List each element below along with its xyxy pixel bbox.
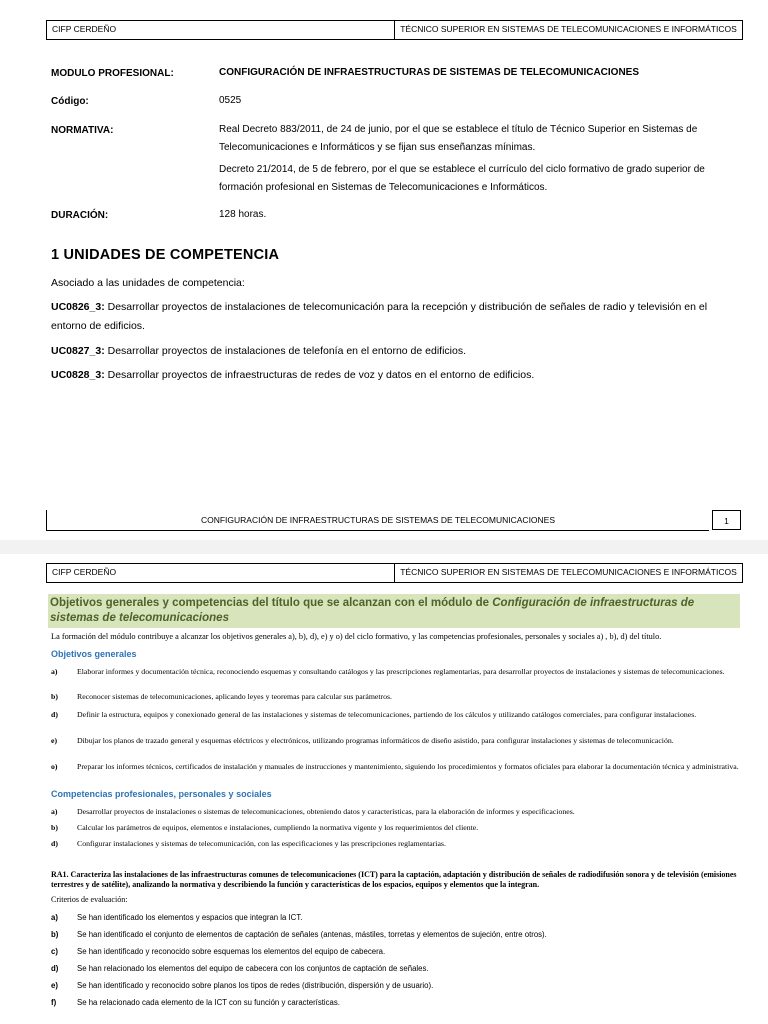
codigo-label: Código: bbox=[51, 96, 89, 107]
objectives-heading bbox=[48, 594, 740, 628]
document-page-2 bbox=[0, 554, 768, 1024]
criterios-label: Criterios de evaluación: bbox=[51, 895, 128, 904]
modulo-value: CONFIGURACIÓN DE INFRAESTRUCTURAS DE SISTEMAS DE TELECOMUNICACIONES bbox=[219, 67, 640, 78]
modulo-label: MODULO PROFESIONAL: bbox=[51, 68, 174, 79]
item-text: Preparar los informes técnicos, certificados de instalación y manuales de instrucciones y mantenimiento, siguiendo los procedimientos y formatos oficiales para elaborar la documentación técnica y administrativa. bbox=[77, 762, 739, 771]
learning-outcome-ra1: RA1. Caracteriza las instalaciones de las infraestructuras comunes de telecomunicaciones (ICT) para la captación, adaptación y distribución de señales de radiodifusión sonora y de televisión (emisiones terrestres y de satélite), analizando la normativa y describiendo la función y características de los espacios, equipos y elementos que la integran. bbox=[51, 870, 737, 889]
uc-code: UC0826_3: bbox=[51, 301, 105, 313]
codigo-value: 0525 bbox=[219, 95, 242, 106]
item-marker: a) bbox=[51, 667, 58, 676]
page-header bbox=[46, 563, 743, 583]
item-text: Dibujar los planos de trazado general y esquemas eléctricos y electrónicos, utilizando programas informáticos de diseño asistido, para configurar instalaciones y sistemas de telecomunicación. bbox=[77, 736, 674, 745]
page-header bbox=[46, 20, 743, 40]
item-marker: e) bbox=[51, 736, 58, 745]
item-text: Se han identificado los elementos y espacios que integran la ICT. bbox=[77, 913, 303, 922]
item-text: Se han identificado y reconocido sobre esquemas los elementos del equipo de cabecera. bbox=[77, 947, 386, 956]
intro-text: La formación del módulo contribuye a alcanzar los objetivos generales a), b), d), e) y o) del ciclo formativo, y las competencias profesionales, personales y sociales a) , b), d) del título. bbox=[51, 632, 662, 641]
uc-code: UC0827_3: bbox=[51, 345, 105, 357]
item-text: Configurar instalaciones y sistemas de telecomunicación, con las especificaciones y las prescripciones reglamentarias. bbox=[77, 839, 446, 848]
item-text: Calcular los parámetros de equipos, elementos e instalaciones, cumpliendo la normativa vigente y los requerimientos del cliente. bbox=[77, 823, 479, 832]
uc-item bbox=[51, 342, 741, 361]
item-text: Elaborar informes y documentación técnica, reconociendo esquemas y consultando catálogos y las prescripciones reglamentarias, para desarrollar proyectos de instalaciones y sistemas de telecomunicaciones. bbox=[77, 667, 725, 676]
page-footer bbox=[46, 510, 741, 530]
item-text: Se han relacionado los elementos del equipo de cabecera con los conjuntos de captación de señales. bbox=[77, 964, 429, 973]
item-text: Definir la estructura, equipos y conexionado general de las instalaciones y sistemas de telecomunicaciones, partiendo de los cálculos y utilizando catálogos comerciales, para configurar instalaciones. bbox=[77, 710, 697, 719]
duracion-value: 128 horas. bbox=[219, 209, 267, 220]
objectives-heading-prefix: Objetivos generales y competencias del título que se alcanzan con el módulo de bbox=[50, 597, 493, 609]
item-marker: f) bbox=[51, 998, 57, 1007]
item-marker: a) bbox=[51, 913, 58, 922]
uc-text: Desarrollar proyectos de instalaciones de telecomunicación para la recepción y distribución de señales de radio y televisión en el entorno de edificios. bbox=[51, 301, 708, 332]
normativa-text-1: Real Decreto 883/2011, de 24 de junio, por el que se establece el título de Técnico Superior en Sistemas de Telecomunicaciones e Informáticos y se fijan sus enseñanzas mínimas. bbox=[219, 124, 698, 153]
item-text: Reconocer sistemas de telecomunicaciones, aplicando leyes y teoremas para calcular sus parámetros. bbox=[77, 692, 392, 701]
header-school: CIFP CERDEÑO bbox=[47, 564, 395, 582]
normativa-text-2: Decreto 21/2014, de 5 de febrero, por el que se establece el currículo del ciclo formativo de grado superior de formación profesional en Sistemas de Telecomunicaciones e Informáticos. bbox=[219, 164, 705, 193]
header-title: TÉCNICO SUPERIOR EN SISTEMAS DE TELECOMUNICACIONES E INFORMÁTICOS bbox=[400, 24, 737, 34]
uc-item bbox=[51, 298, 741, 336]
footer-title: CONFIGURACIÓN DE INFRAESTRUCTURAS DE SISTEMAS DE TELECOMUNICACIONES bbox=[46, 510, 709, 531]
section-title: 1 UNIDADES DE COMPETENCIA bbox=[51, 247, 280, 263]
uc-text: Desarrollar proyectos de instalaciones de telefonía en el entorno de edificios. bbox=[104, 345, 466, 357]
uc-item bbox=[51, 366, 741, 385]
item-marker: d) bbox=[51, 964, 59, 973]
item-marker: b) bbox=[51, 823, 58, 832]
page-separator bbox=[0, 540, 768, 554]
header-school: CIFP CERDEÑO bbox=[47, 21, 395, 39]
item-text: Se han identificado el conjunto de elementos de captación de señales (antenas, mástiles, torretas y elementos de sujeción, entre otros). bbox=[77, 930, 547, 939]
item-marker: d) bbox=[51, 839, 58, 848]
page-number: 1 bbox=[712, 510, 741, 530]
item-text: Desarrollar proyectos de instalaciones o sistemas de telecomunicaciones, obteniendo datos y características, para la elaboración de informes y especificaciones. bbox=[77, 807, 575, 816]
item-text: Se han identificado y reconocido sobre planos los tipos de redes (distribución, dispersión y de usuario). bbox=[77, 981, 434, 990]
item-marker: o) bbox=[51, 762, 58, 771]
item-marker: a) bbox=[51, 807, 58, 816]
uc-code: UC0828_3: bbox=[51, 369, 105, 381]
asociado-text: Asociado a las unidades de competencia: bbox=[51, 277, 245, 289]
uc-text: Desarrollar proyectos de infraestructuras de redes de voz y datos en el entorno de edificios. bbox=[104, 369, 535, 381]
objetivos-title: Objetivos generales bbox=[51, 649, 137, 659]
header-title: TÉCNICO SUPERIOR EN SISTEMAS DE TELECOMUNICACIONES E INFORMÁTICOS bbox=[400, 567, 737, 577]
objectives-heading-module: Configuración de infraestructuras de sistemas de telecomunicaciones bbox=[50, 597, 695, 624]
item-marker: e) bbox=[51, 981, 58, 990]
item-marker: b) bbox=[51, 930, 59, 939]
competencias-title: Competencias profesionales, personales y sociales bbox=[51, 789, 272, 799]
item-text: Se ha relacionado cada elemento de la ICT con su función y características. bbox=[77, 998, 340, 1007]
item-marker: d) bbox=[51, 710, 58, 719]
item-marker: c) bbox=[51, 947, 58, 956]
duracion-label: DURACIÓN: bbox=[51, 210, 109, 221]
item-marker: b) bbox=[51, 692, 58, 701]
normativa-label: NORMATIVA: bbox=[51, 125, 114, 136]
